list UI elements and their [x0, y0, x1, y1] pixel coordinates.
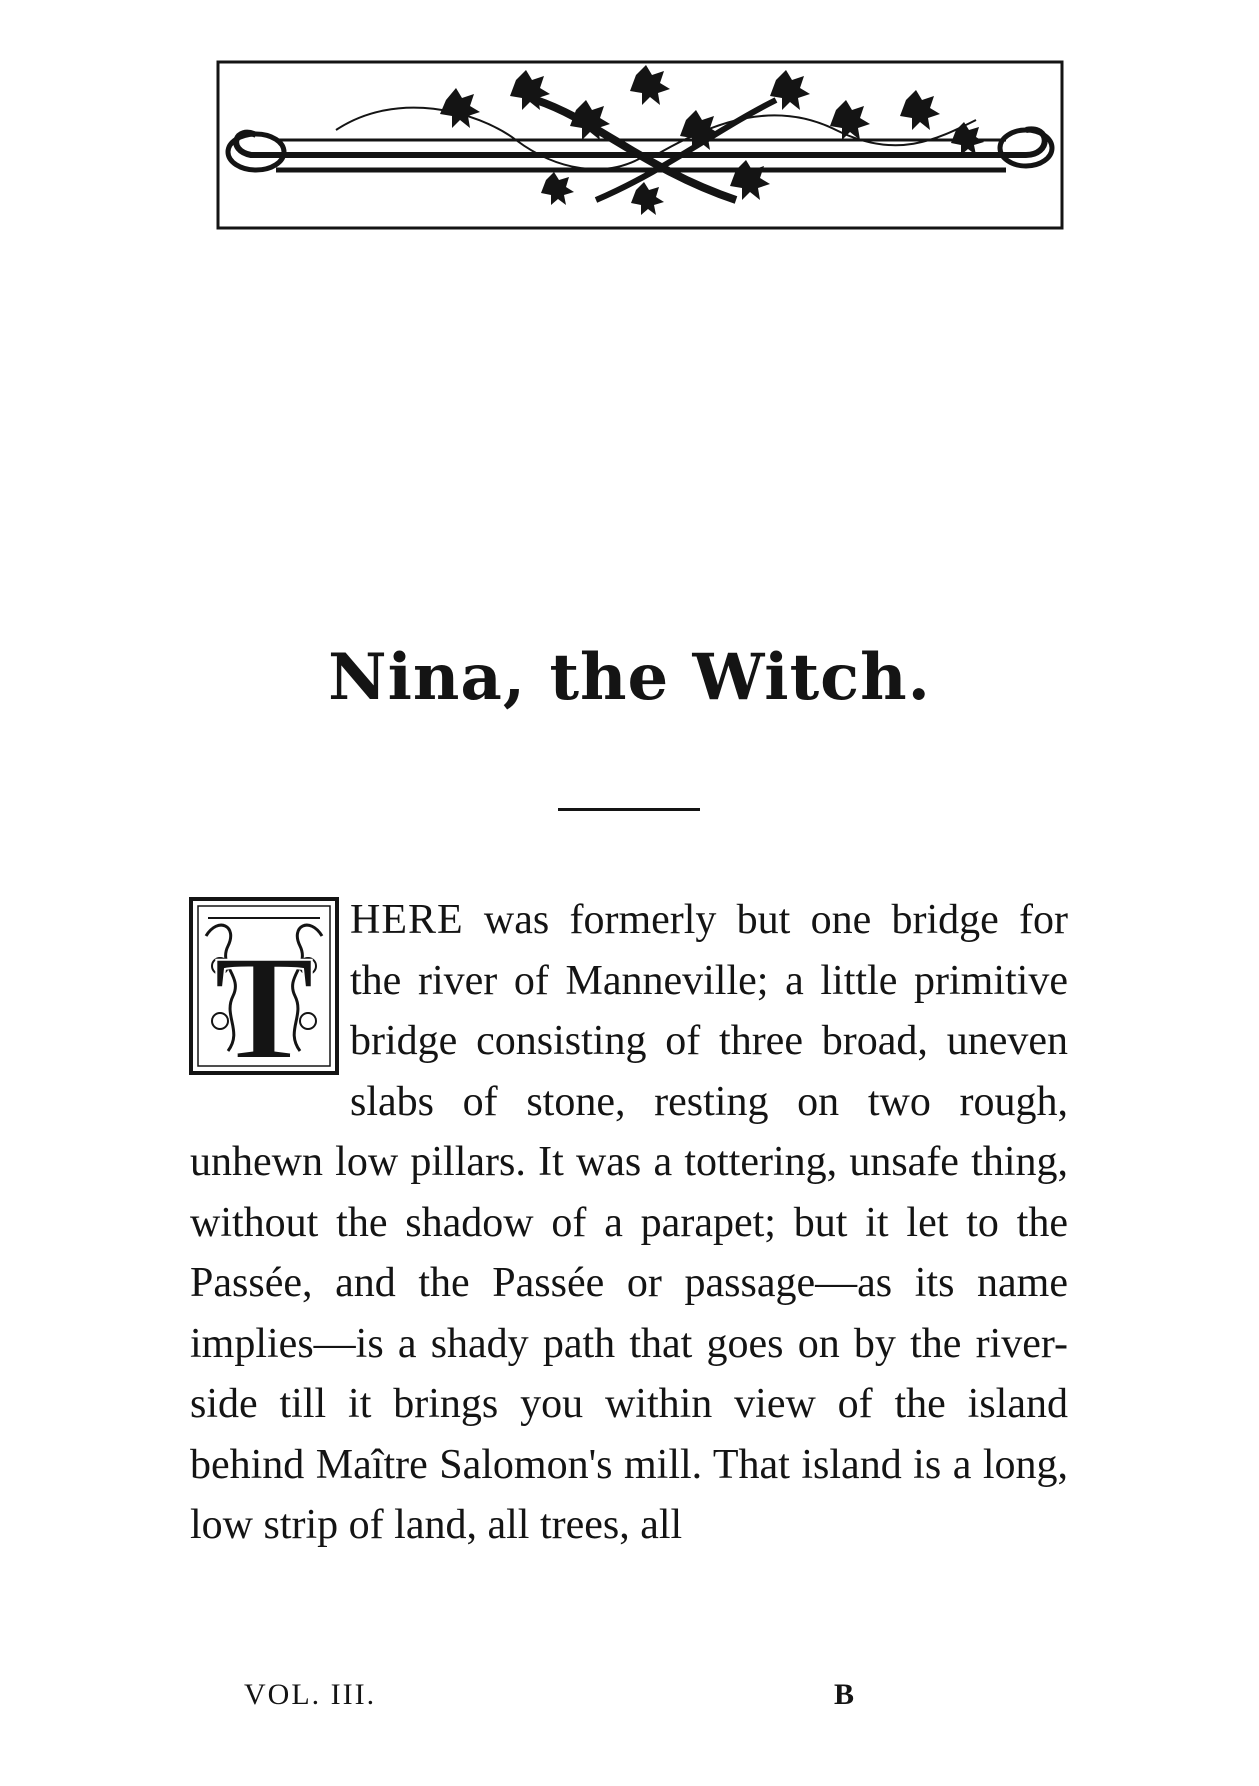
chapter-title: Nina, the Witch.	[328, 640, 931, 715]
drop-cap-letter: T	[213, 925, 315, 1076]
body-text	[190, 890, 1068, 1556]
first-word-rest: HERE	[350, 897, 464, 943]
ornamental-headpiece	[216, 60, 1064, 230]
title-rule	[558, 808, 700, 811]
paragraph-text: was formerly but one bridge for the river of Manneville; a little primitive bridge consisting of three broad, uneven slabs of stone, resting on two rough, unhewn low pillars. It was a tottering, unsafe thing, without the shadow of a parapet; but it let to the Passée, and the Passée or passage—as its name implies—is a shady path that goes on by the river-side till it brings you within view of the island behind Maître Salomon's mill. That island is a long, low strip of land, all trees, all	[190, 897, 1068, 1548]
signature-mark: B	[834, 1678, 857, 1711]
drop-cap	[188, 896, 340, 1076]
volume-label: VOL. III.	[244, 1678, 377, 1711]
